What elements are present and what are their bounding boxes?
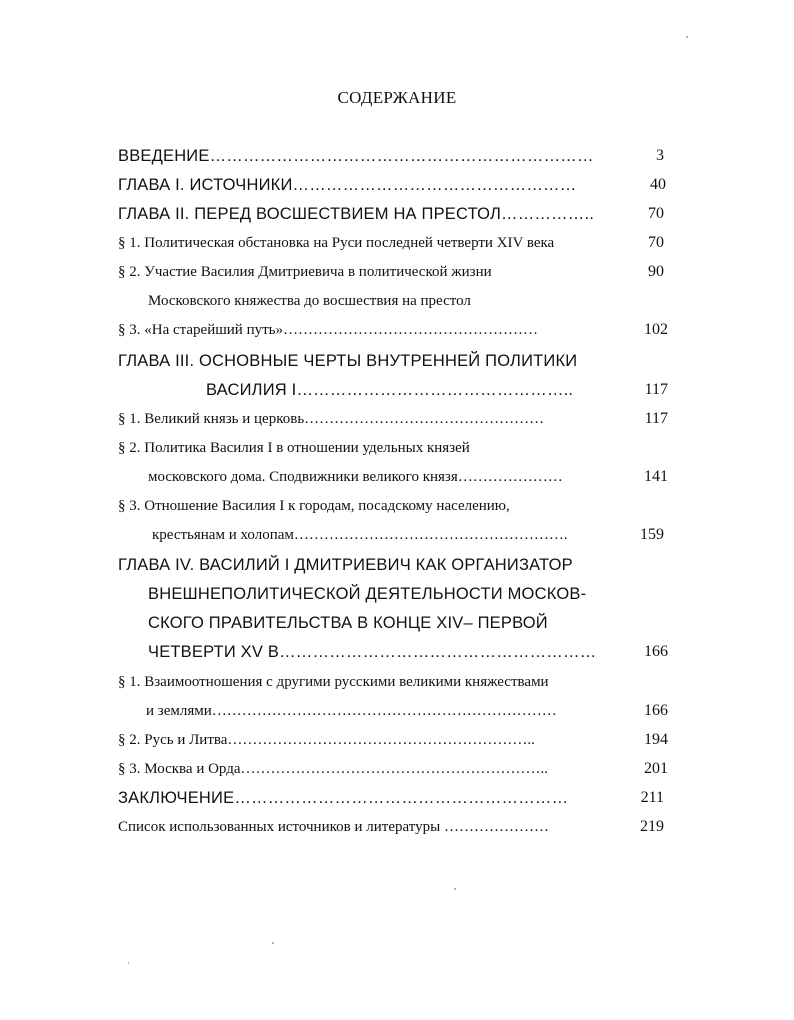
toc-entry-text: § 3. «На старейший путь» (118, 322, 284, 338)
toc-entry-text: и землями (146, 703, 212, 719)
scan-speck (686, 36, 688, 38)
toc-leader-dots: ………………………………………………. (293, 527, 568, 543)
toc-leader-dots: …………………………………………………… (234, 789, 569, 807)
toc-page-number: 166 (644, 643, 668, 660)
toc-page-number: 219 (640, 818, 664, 835)
toc-page-number: 117 (644, 381, 668, 398)
toc-entry-text: § 3. Москва и Орда (118, 761, 241, 777)
toc-page-number: 40 (650, 176, 666, 193)
toc-entry-text: ЗАКЛЮЧЕНИЕ (118, 789, 235, 807)
toc-entry-chapter-3-cont (206, 379, 626, 401)
scan-speck (272, 942, 274, 944)
toc-page-number: 70 (648, 234, 664, 251)
toc-entry-chapter-4 (118, 554, 638, 576)
toc-page-number: 3 (656, 147, 664, 164)
toc-entry-section-4-3 (118, 758, 638, 780)
toc-entry-text: Московского княжества до восшествия на престол (148, 293, 471, 309)
toc-entry-section-3-1 (118, 408, 634, 430)
toc-entry-text: ГЛАВА IV. ВАСИЛИЙ I ДМИТРИЕВИЧ КАК ОРГАНИЗАТОР (118, 556, 573, 574)
toc-entry-text: Список использованных источников и литературы (118, 819, 441, 835)
toc-entry-section-4-1 (118, 671, 638, 693)
toc-page-number: 194 (644, 731, 668, 748)
toc-entry-text: ВАСИЛИЯ I (206, 381, 297, 399)
toc-entry-text: § 1. Великий князь и церковь (118, 411, 305, 427)
scan-speck (454, 888, 456, 890)
toc-leader-dots: …………………………………………………….. (227, 732, 535, 748)
toc-entry-text: ВНЕШНЕПОЛИТИЧЕСКОЙ ДЕЯТЕЛЬНОСТИ МОСКОВ- (148, 585, 587, 603)
toc-entry-section-3-2-cont (148, 466, 634, 488)
toc-entry-text: § 1. Взаимоотношения с другими русскими великими княжествами (118, 674, 549, 690)
toc-leader-dots: …………………………………………… (283, 322, 539, 338)
toc-entry-conclusion (118, 787, 618, 809)
toc-entry-section-2-2 (118, 261, 618, 283)
toc-entry-continuation (148, 290, 628, 312)
toc-entry-text: московского дома. Сподвижники великого князя (148, 469, 458, 485)
toc-entry-section-3-3-cont (152, 524, 640, 546)
toc-entry-text: § 2. Участие Василия Дмитриевича в политической жизни (118, 264, 492, 280)
toc-entry-text: § 1. Политическая обстановка на Руси последней четверти XIV века (118, 235, 555, 251)
toc-page-number: 159 (640, 526, 664, 543)
toc-leader-dots: …………….. (501, 205, 595, 223)
toc-page-number: 90 (648, 263, 664, 280)
toc-entry-text: § 2. Русь и Литва (118, 732, 228, 748)
toc-entry-text: крестьянам и холопам (152, 527, 294, 543)
toc-entry-bibliography (118, 816, 618, 838)
toc-leader-dots: …………………………………………………………… (211, 703, 557, 719)
toc-entry-chapter-1 (118, 174, 638, 196)
toc-page-number: 117 (644, 410, 668, 427)
toc-entry-section-4-2 (118, 729, 638, 751)
toc-entry-section-2-3 (118, 319, 634, 341)
toc-entry-text: § 3. Отношение Василия I к городам, посадскому населению, (118, 498, 510, 514)
toc-entry-text: ЧЕТВЕРТИ XV В (148, 643, 280, 661)
toc-entry-chapter-4-cont-2 (148, 612, 638, 634)
toc-entry-chapter-3 (118, 350, 618, 372)
toc-entry-chapter-2 (118, 203, 628, 225)
page-title: СОДЕРЖАНИЕ (337, 88, 457, 107)
scan-speck (128, 962, 129, 964)
toc-page-number: 141 (644, 468, 668, 485)
toc-entry-section-3-2 (118, 437, 618, 459)
toc-entry-text: ГЛАВА III. ОСНОВНЫЕ ЧЕРТЫ ВНУТРЕННЕЙ ПОЛИТИКИ (118, 352, 578, 370)
toc-page-number: 201 (644, 760, 668, 777)
toc-page-number: 70 (648, 205, 664, 222)
toc-page-number: 211 (640, 789, 664, 806)
toc-leader-dots: …………………………………………………….. (240, 761, 549, 777)
toc-leader-dots: ………………………………………………… (279, 643, 597, 661)
toc-entry-introduction (118, 145, 638, 167)
toc-leader-dots: ………………… (443, 819, 549, 835)
toc-entry-section-3-3 (118, 495, 618, 517)
toc-leader-dots: ………………………………………… (304, 411, 545, 427)
toc-entry-text: ГЛАВА II. ПЕРЕД ВОСШЕСТВИЕМ НА ПРЕСТОЛ (118, 205, 501, 223)
toc-entry-text: ВВЕДЕНИЕ (118, 147, 210, 165)
toc-entry-text: СКОГО ПРАВИТЕЛЬСТВА В КОНЦЕ XIV– ПЕРВОЙ (148, 614, 548, 632)
toc-leader-dots: ………………………………………….. (296, 381, 574, 399)
toc-entry-chapter-4-cont-1 (148, 583, 638, 605)
toc-entry-section-4-1-cont (146, 700, 634, 722)
toc-page-number: 166 (644, 702, 668, 719)
toc-leader-dots: …………………………………………………………… (209, 147, 594, 165)
toc-entry-section-2-1 (118, 232, 630, 254)
toc-entry-chapter-4-cont-3 (148, 641, 634, 663)
toc-leader-dots: …………………………………………… (292, 176, 577, 194)
toc-entry-text: ГЛАВА I. ИСТОЧНИКИ (118, 176, 293, 194)
toc-entry-text: § 2. Политика Василия I в отношении удельных князей (118, 440, 470, 456)
toc-page-number: 102 (644, 321, 668, 338)
toc-leader-dots: ………………… (457, 469, 563, 485)
